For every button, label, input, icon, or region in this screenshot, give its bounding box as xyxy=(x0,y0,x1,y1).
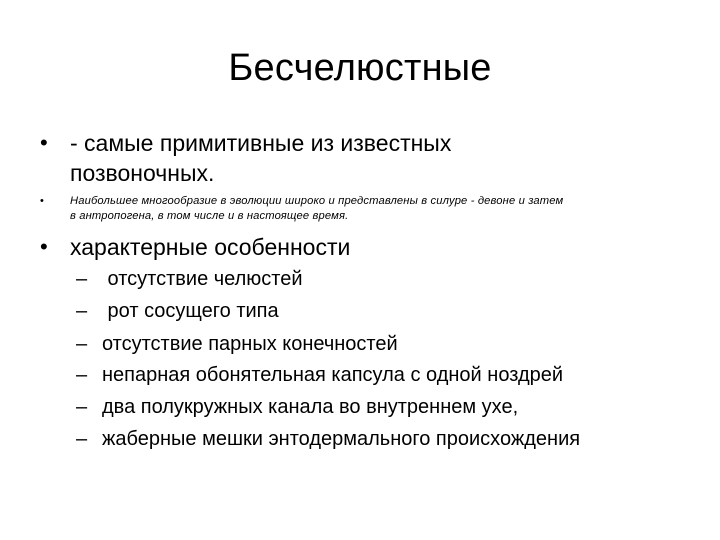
sub-item-text: два полукружных канала во внутреннем ухе, xyxy=(102,396,519,418)
bullet-text-line1: - самые примитивные из известных xyxy=(70,130,452,156)
sub-item-sucking-mouth xyxy=(76,298,279,324)
sub-item-text: жаберные мешки энтодермального происхождения xyxy=(102,428,581,450)
dash-marker: – xyxy=(76,268,88,290)
bullet-text-line2: позвоночных. xyxy=(70,160,215,186)
bullet-marker: • xyxy=(40,195,44,207)
sub-item-text: отсутствие челюстей xyxy=(102,268,303,290)
sub-item-semicircular-canals xyxy=(76,394,518,420)
dash-marker: – xyxy=(76,364,88,386)
sub-item-text: непарная обонятельная капсула с одной ноздрей xyxy=(102,364,564,386)
dash-marker: – xyxy=(76,333,88,355)
sub-item-no-paired-limbs xyxy=(76,331,398,357)
bullet-text-line2: в антропогена, в том числе и в настоящее время. xyxy=(70,210,349,222)
sub-item-gill-pouches xyxy=(76,426,580,452)
dash-marker: – xyxy=(76,396,88,418)
slide-title: Бесчелюстные xyxy=(228,47,492,89)
dash-marker: – xyxy=(76,428,88,450)
bullet-marker: • xyxy=(40,234,48,259)
bullet-marker: • xyxy=(40,130,48,155)
dash-marker: – xyxy=(76,300,88,322)
bullet-text: характерные особенности xyxy=(70,234,351,260)
sub-item-no-jaws xyxy=(76,266,303,292)
sub-item-text: отсутствие парных конечностей xyxy=(102,333,398,355)
bullet-text-line1: Наибольшее многообразие в эволюции широко и представлены в силуре - девоне и затем xyxy=(70,195,564,207)
sub-item-text: рот сосущего типа xyxy=(102,300,279,322)
sub-item-olfactory-capsule xyxy=(76,362,563,388)
